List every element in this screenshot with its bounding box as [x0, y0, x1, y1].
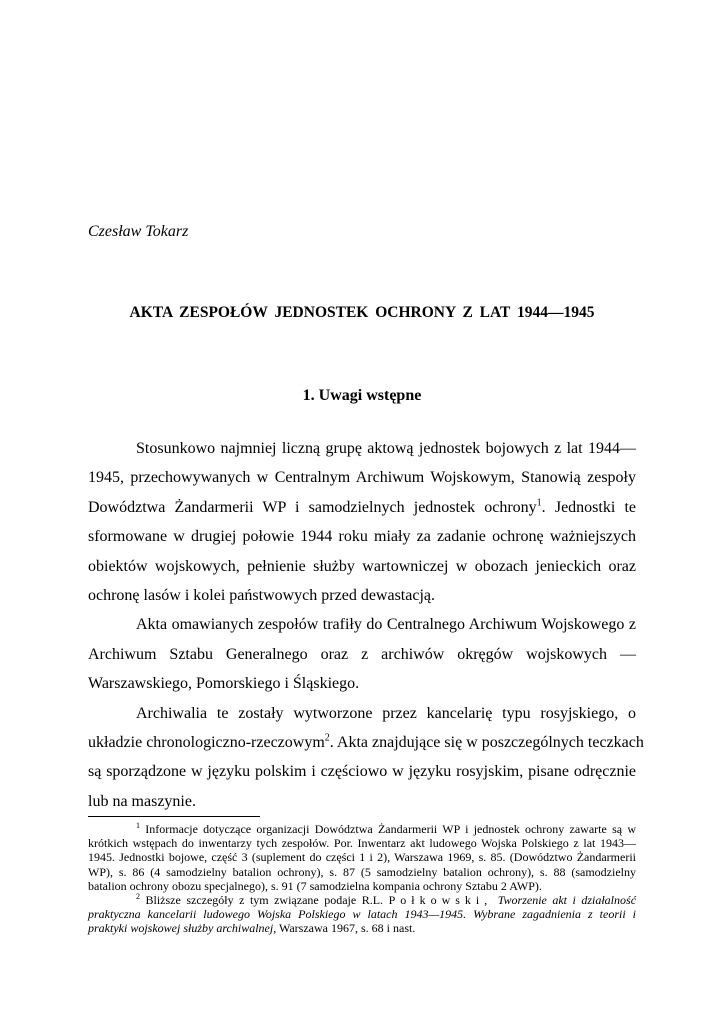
paragraph-2-line-3: Warszawskiego, Pomorskiego i Śląskiego. — [88, 675, 360, 693]
paragraph-1-line-1: Stosunkowo najmniej liczną grupę aktową jednostek bojowych z lat 1944— — [136, 440, 636, 457]
footnote-1-line-4: WP), s. 86 (4 samodzielny batalion ochrony), s. 87 (5 samodzielny batalion ochrony), s. 88 (samodzielny — [88, 864, 636, 879]
footnote-2-line-2 — [88, 907, 636, 921]
author-name: Czesław Tokarz — [88, 223, 189, 240]
paragraph-3-line-3: są sporządzone w języku polskim i częściowo w języku rosyjskim, pisane odręcznie — [88, 763, 636, 781]
paragraph-2-line-2: Archiwum Sztabu Generalnego oraz z archiwów okręgów wojskowych — — [88, 645, 636, 663]
paragraph-3-line-4: lub na maszynie. — [88, 792, 196, 810]
footnote-2-line-1 — [88, 893, 636, 907]
paragraph-3-line-2-text-a: układzie chronologiczno-rzeczowym — [88, 733, 325, 751]
footnote-ref-1: 1 — [536, 497, 542, 509]
paragraph-3-line-1: Archiwalia te zostały wytworzone przez kancelarię typu rosyjskiego, o — [136, 704, 636, 722]
body-text — [88, 434, 644, 816]
footnote-ref-2: 2 — [324, 732, 330, 744]
paragraph-1-line-5: obiektów wojskowych, pełnienie służby wartowniczej w obozach jenieckich oraz — [88, 557, 636, 575]
footnote-1-line-2: krótkich wstępach do inwentarzy tych zespołów. Por. Inwentarz akt ludowego Wojska Polskiego z lat 1943— — [88, 836, 636, 851]
footnotes — [88, 822, 636, 936]
footnote-2-line-1-text: Bliższe szczegóły z tym związane podaje R.L. — [145, 892, 384, 907]
document-title: AKTA ZESPOŁÓW JEDNOSTEK OCHRONY Z LAT 1944—1945 — [129, 304, 595, 321]
footnote-2-title-part-3: praktyki wojskowej służby archiwalnej — [88, 921, 274, 936]
section-heading: 1. Uwagi wstępne — [302, 387, 422, 404]
footnote-1-line-1 — [88, 822, 636, 836]
paragraph-1-line-2: 1945, przechowywanych w Centralnym Archiwum Wojskowym, Stanowią zespoły — [88, 469, 636, 487]
footnote-1-marker: 1 — [136, 821, 140, 830]
footnote-2-title-part-2: praktyczna kancelarii ludowego Wojska Polskiego w latach 1943—1945. Wybrane zagadnienia z teorii i — [88, 907, 636, 922]
paragraph-3-line-2 — [88, 728, 644, 757]
footnote-2-line-3 — [88, 921, 636, 935]
paragraph-2-line-1: Akta omawianych zespołów trafiły do Centralnego Archiwum Wojskowego z — [136, 616, 636, 634]
paragraph-3-line-2-text-b: . Akta znajdujące się w poszczególnych teczkach — [329, 733, 644, 751]
paragraph-1-line-6: ochronę lasów i kolei państwowych przed dewastacją. — [88, 586, 435, 604]
footnote-1-line-5: batalion ochrony obozu specjalnego), s. 91 (7 samodzielna kompania ochrony Sztabu 2 AWP). — [88, 878, 542, 893]
footnote-2-title-part-1: Tworzenie akt i działalność — [497, 892, 637, 907]
footnote-separator — [88, 816, 260, 817]
footnote-2-author-spaced: Połkowski, — [388, 892, 493, 907]
paragraph-1-line-3-text-a: Dowództwa Żandarmerii WP i samodzielnych jednostek ochrony — [88, 498, 537, 516]
paragraph-1-line-4: sformowane w drugiej połowie 1944 roku miały za zadanie ochronę ważniejszych — [88, 528, 636, 546]
footnote-2-line-3-rest: , Warszawa 1967, s. 68 i nast. — [273, 921, 416, 936]
footnote-1-line-1-text: Informacje dotyczące organizacji Dowództwa Żandarmerii WP i jednostek ochrony zawarte są w — [145, 822, 637, 836]
paragraph-1-line-3-text-b: . Jednostki te — [541, 498, 636, 516]
footnote-1-line-3: 1945. Jednostki bojowe, część 3 (suplement do części 1 i 2), Warszawa 1969, s. 85. (Dowództwo Żandarmerii — [88, 850, 636, 865]
paragraph-1-line-3 — [88, 493, 636, 522]
footnote-2-marker: 2 — [136, 891, 140, 901]
